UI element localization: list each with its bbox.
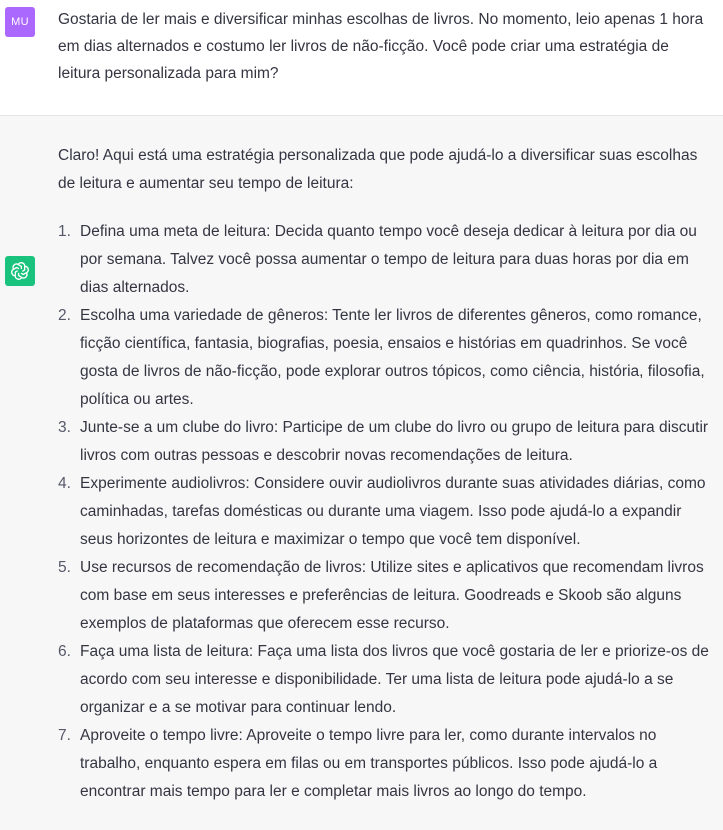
list-item-number: 1. bbox=[58, 223, 71, 240]
list-item-text: Use recursos de recomendação de livros: Utilize sites e aplicativos que recomendam livros com base em seus interesses e preferências de leitura. Goodreads e Skoob são alguns exemplos de plataformas que oferecem esse recurso. bbox=[80, 559, 704, 632]
list-item-number: 2. bbox=[58, 307, 71, 324]
user-message-row bbox=[0, 0, 723, 116]
list-item-number: 3. bbox=[58, 419, 71, 436]
user-message-text: Gostaria de ler mais e diversificar minhas escolhas de livros. No momento, leio apenas 1 hora em dias alternados e costumo ler livros de não-ficção. Você pode criar uma estratégia de leitura personalizada para mim? bbox=[58, 11, 704, 82]
list-item-number: 4. bbox=[58, 475, 71, 492]
list-item bbox=[58, 218, 718, 302]
user-avatar-initials: MU bbox=[11, 16, 29, 28]
list-item-number: 5. bbox=[58, 559, 71, 576]
list-item-text: Aproveite o tempo livre: Aproveite o tempo livre para ler, como durante intervalos no trabalho, enquanto espera em filas ou em transportes públicos. Isso pode ajudá-lo a encontrar mais tempo para ler e completar mais livros ao longo do tempo. bbox=[80, 727, 658, 800]
openai-logo-icon bbox=[5, 256, 35, 286]
list-item bbox=[58, 414, 718, 470]
assistant-intro-text: Claro! Aqui está uma estratégia personalizada que pode ajudá-lo a diversificar suas escolhas de leitura e aumentar seu tempo de leitura: bbox=[58, 147, 698, 192]
list-item bbox=[58, 638, 718, 722]
list-item-text: Junte-se a um clube do livro: Participe de um clube do livro ou grupo de leitura para discutir livros com outras pessoas e descobrir novas recomendações de leitura. bbox=[80, 419, 709, 464]
list-item-text: Faça uma lista de leitura: Faça uma lista dos livros que você gostaria de ler e priorize-os de acordo com seu interesse e disponibilidade. Ter uma lista de leitura pode ajudá-lo a se organizar e a se motivar para continuar lendo. bbox=[80, 643, 709, 716]
list-item-number: 7. bbox=[58, 727, 71, 744]
list-item bbox=[58, 554, 718, 638]
list-item-number: 6. bbox=[58, 643, 71, 660]
list-item bbox=[58, 470, 718, 554]
user-avatar bbox=[5, 7, 35, 37]
list-item-text: Escolha uma variedade de gêneros: Tente ler livros de diferentes gêneros, como romance, ficção científica, fantasia, biografias, poesia, ensaios e histórias em quadrinhos. Se você gosta de livros de não-ficção, pode explorar outros tópicos, como ciência, história, filosofia, política ou artes. bbox=[80, 307, 705, 408]
list-item bbox=[58, 722, 718, 806]
list-item bbox=[58, 302, 718, 414]
list-item-text: Experimente audiolivros: Considere ouvir audiolivros durante suas atividades diárias, como caminhadas, tarefas domésticas ou durante uma viagem. Isso pode ajudá-lo a expandir seus horizontes de leitura e maximizar o tempo que você tem disponível. bbox=[80, 475, 706, 548]
strategy-list bbox=[58, 218, 718, 806]
list-item-text: Defina uma meta de leitura: Decida quanto tempo você deseja dedicar à leitura por dia ou por semana. Talvez você possa aumentar o tempo de leitura para duas horas por dia em dias alternados. bbox=[80, 223, 697, 296]
